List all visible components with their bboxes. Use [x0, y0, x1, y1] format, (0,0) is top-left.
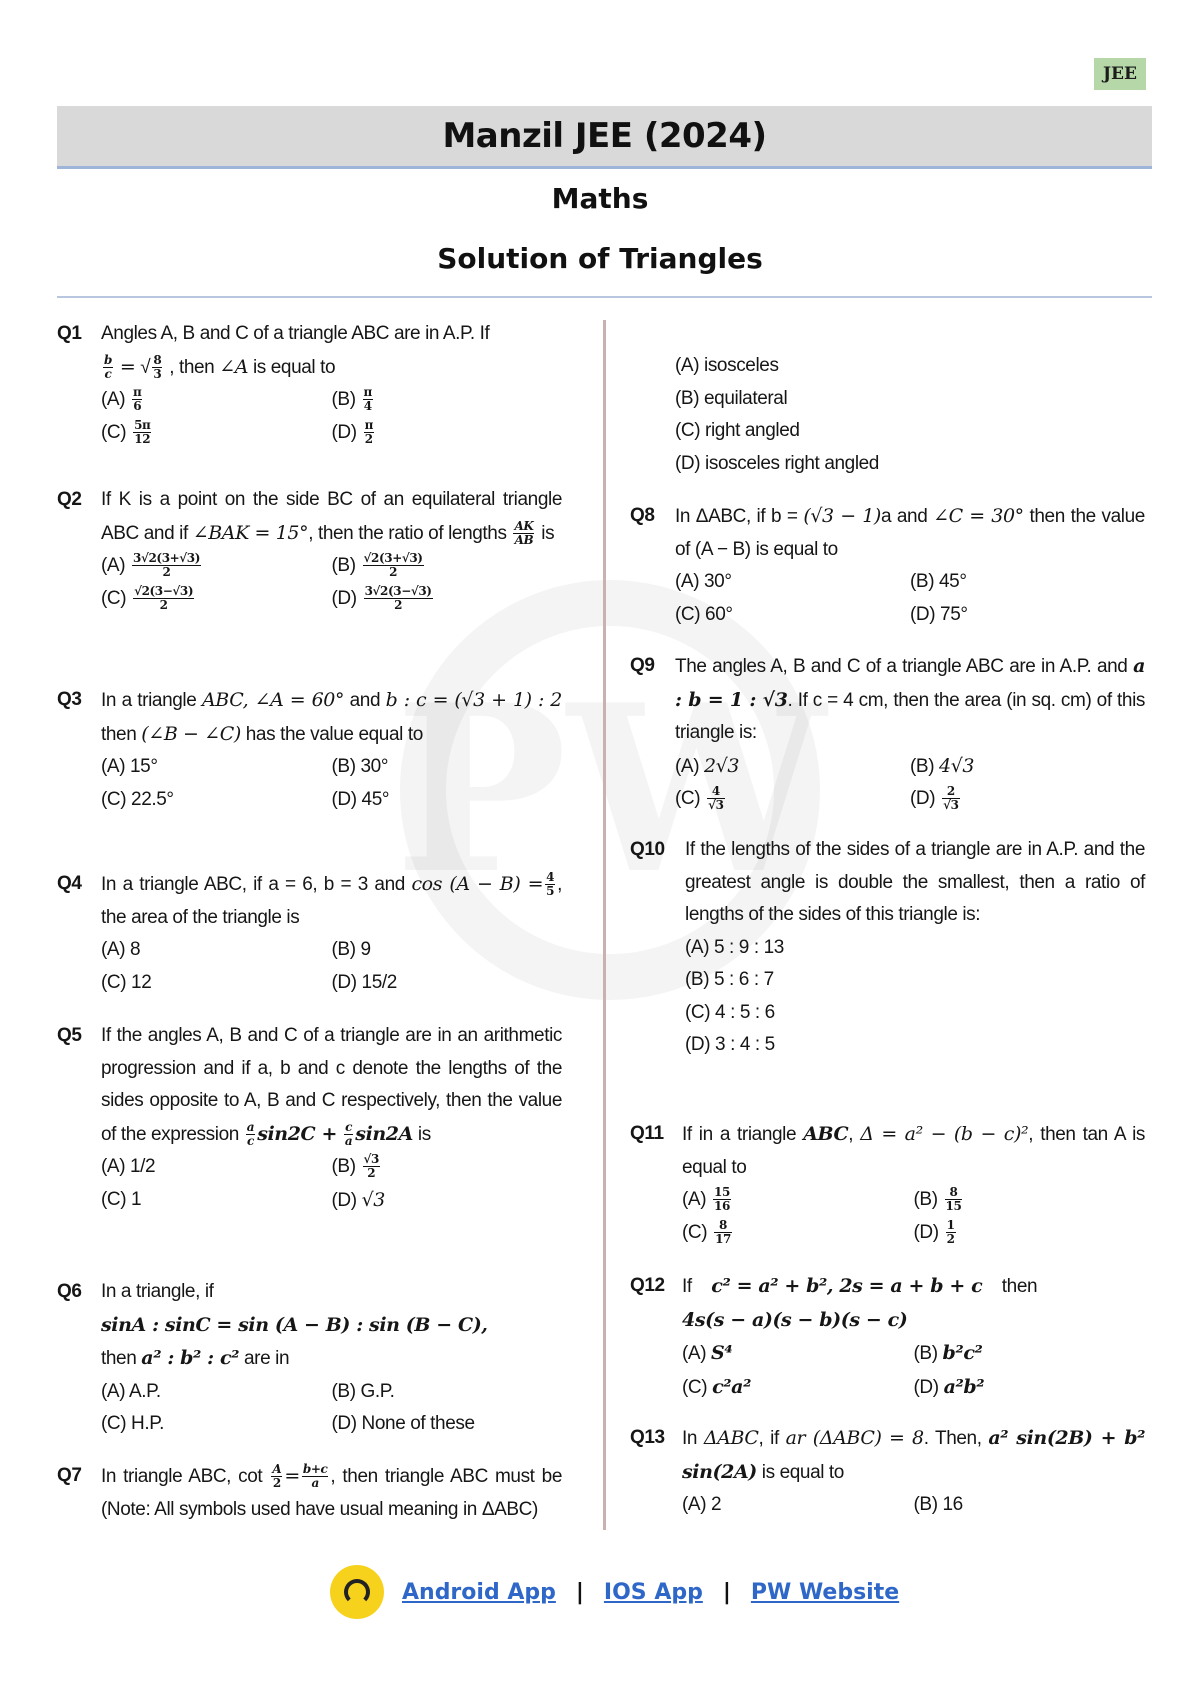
- question-number: Q1: [57, 323, 82, 344]
- option-d: (D) a²b²: [913, 1375, 985, 1398]
- question-text: If the angles A, B and C of a triangle are in an arithmetic progression and if a, b and c denote the lengths of the sides opposite to A, B and C respectively, then the value of the expression $\frac{a}{c}$ sin2C + $\frac{c}{a}$ sin2A is: [101, 1025, 562, 1148]
- option-b: (B) $\frac{\pi}{4}$: [331, 385, 372, 414]
- option-b: (B) $\frac{√3}{2}$: [331, 1152, 379, 1181]
- option-d: (D) $\frac{\pi}{2}$: [331, 417, 373, 446]
- option-d: (D) 3 : 4 : 5: [685, 1034, 775, 1055]
- option-b: (B) 9: [331, 939, 371, 960]
- question-text: In ΔABC, if ar (ΔABC) = 8. Then, a² sin(2B) + b² sin(2A) is equal to: [682, 1427, 1145, 1483]
- question-q13: [630, 1422, 1145, 1522]
- option-d: (D) 75°: [910, 603, 968, 625]
- question-text: If c² = a² + b², 2s = a + b + c then 4s(s − a)(s − b)(s − c): [682, 1275, 1038, 1331]
- question-text: The angles A, B and C of a triangle ABC are in A.P. and a : b = 1 : √3. If c = 4 cm, then the area (in sq. cm) of this triangle is:: [675, 655, 1145, 743]
- question-q3: [57, 684, 562, 868]
- question-number: Q6: [57, 1281, 82, 1302]
- options: [675, 350, 1145, 480]
- option-d: (D) isosceles right angled: [675, 452, 879, 474]
- question-text: If the lengths of the sides of a triangle are in A.P. and the greatest angle is double the smallest, then a ratio of lengths of the sides of this triangle is:: [685, 839, 1145, 925]
- topic-heading: Solution of Triangles: [437, 242, 763, 275]
- option-d: (D) 15/2: [331, 971, 397, 993]
- question-number: Q3: [57, 689, 82, 710]
- options: [101, 1376, 562, 1441]
- option-c: (C) 60°: [675, 603, 733, 625]
- option-b: (B) equilateral: [675, 387, 788, 409]
- option-c: (C) 1: [101, 1188, 142, 1210]
- option-a: (A) A.P.: [101, 1380, 161, 1402]
- android-app-link[interactable]: Android App: [402, 1579, 556, 1605]
- question-q1: [57, 318, 562, 484]
- option-b: (B) b²c²: [913, 1342, 983, 1364]
- options: [101, 384, 562, 449]
- right-column-questions: [630, 500, 1145, 1522]
- question-number: Q8: [630, 505, 655, 526]
- question-number: Q13: [630, 1427, 665, 1448]
- option-b: (B) G.P.: [331, 1380, 395, 1402]
- question-text: In triangle ABC, cot $\frac{A}{2}$ = $\frac{b+c}{a}$ , then triangle ABC must be (Note: All symbols used have usual meaning in ΔABC): [101, 1462, 562, 1520]
- options: [101, 1151, 562, 1217]
- option-c: (C) H.P.: [101, 1413, 164, 1434]
- question-number: Q11: [630, 1123, 664, 1144]
- exam-tag: JEE: [1094, 58, 1146, 90]
- option-c: (C) $\frac{4}{√3}$: [675, 784, 724, 813]
- options: [682, 1489, 1145, 1522]
- question-q2: [57, 484, 562, 684]
- page-title: Manzil JEE (2024): [442, 116, 767, 156]
- options: [101, 550, 562, 615]
- option-d: (D) $\frac{2}{√3}$: [910, 784, 959, 813]
- option-b: (B) $\frac{8}{15}$: [913, 1185, 962, 1214]
- option-b: (B) $\frac{√2(3+√3)}{2}$: [331, 551, 423, 580]
- options: [101, 934, 562, 999]
- separator: |: [575, 1579, 584, 1605]
- question-q8: [630, 500, 1145, 650]
- footer-links: [330, 1564, 899, 1620]
- option-c: (C) 22.5°: [101, 788, 174, 810]
- option-a: (A) isosceles: [675, 355, 779, 376]
- question-q12: [630, 1270, 1145, 1422]
- question-q10: [630, 834, 1145, 1118]
- question-number: Q2: [57, 489, 82, 510]
- option-b: (B) 4√3: [910, 754, 975, 777]
- option-c: (C) 4 : 5 : 6: [685, 1001, 775, 1023]
- option-c: (C) 12: [101, 971, 152, 993]
- option-c: (C) $\frac{5\pi}{12}$: [101, 417, 151, 446]
- option-b: (B) 16: [913, 1494, 963, 1515]
- question-number: Q4: [57, 873, 82, 894]
- options: [685, 932, 1145, 1062]
- question-q5: [57, 1020, 562, 1276]
- question-text: In a triangle, if sinA : sinC = sin (A − B) : sin (B − C), then a² : b² : c² are in: [101, 1281, 488, 1369]
- question-text: Angles A, B and C of a triangle ABC are in A.P. If $\frac{b}{c}$ = √ $\frac{8}{3}$ , then ∠A is equal to: [101, 323, 490, 381]
- question-text: In a triangle ABC, if a = 6, b = 3 and cos (A − B) = $\frac{4}{5}$ , the area of the triangle is: [101, 870, 562, 928]
- option-a: (A) 2√3: [675, 754, 740, 777]
- question-text: If in a triangle ABC, Δ = a² − (b − c)², then tan A is equal to: [682, 1123, 1146, 1178]
- question-q11: [630, 1118, 1145, 1270]
- header-rule: [57, 296, 1152, 298]
- option-c: (C) $\frac{8}{17}$: [682, 1217, 731, 1246]
- option-a: (A) 1/2: [101, 1156, 156, 1177]
- question-q9: [630, 650, 1145, 834]
- left-column: [57, 318, 562, 1526]
- question-text: In ΔABC, if b = (√3 − 1)a and ∠C = 30° then the value of (A − B) is equal to: [675, 505, 1145, 560]
- question-q4: [57, 868, 562, 1020]
- option-d: (D) None of these: [331, 1413, 475, 1434]
- subject-heading: Maths: [551, 182, 649, 215]
- options: [101, 751, 562, 816]
- option-a: (A) $\frac{3√2(3+√3)}{2}$: [101, 551, 201, 580]
- column-divider: [603, 320, 606, 1530]
- right-column: [675, 350, 1145, 500]
- option-d: (D) $\frac{3√2(3-√3)}{2}$: [331, 583, 432, 612]
- option-a: (A) S⁴: [682, 1342, 733, 1364]
- option-a: (A) $\frac{15}{16}$: [682, 1185, 730, 1214]
- question-number: Q9: [630, 655, 655, 676]
- option-d: (D) 45°: [331, 788, 390, 810]
- option-b: (B) 30°: [331, 756, 389, 777]
- pw-website-link[interactable]: PW Website: [750, 1579, 900, 1605]
- option-c: (C) c²a²: [682, 1375, 752, 1398]
- options: [682, 1184, 1145, 1249]
- question-number: Q5: [57, 1025, 82, 1046]
- option-a: (A) 2: [682, 1494, 722, 1515]
- option-c: (C) $\frac{√2(3-√3)}{2}$: [101, 583, 194, 612]
- option-a: (A) $\frac{\pi}{6}$: [101, 385, 142, 414]
- question-text: In a triangle ABC, ∠A = 60° and b : c = (√3 + 1) : 2 then (∠B − ∠C) has the value equal to: [101, 689, 562, 745]
- ios-app-link[interactable]: IOS App: [603, 1579, 703, 1605]
- option-c: (C) right angled: [675, 420, 800, 441]
- separator: |: [722, 1579, 731, 1605]
- options: [682, 1337, 1145, 1404]
- options: [675, 750, 1145, 816]
- option-a: (A) 15°: [101, 756, 158, 777]
- question-number: Q10: [630, 839, 665, 860]
- title-banner: [57, 106, 1152, 169]
- question-q7-options: [675, 350, 1145, 500]
- option-b: (B) 5 : 6 : 7: [685, 969, 774, 990]
- option-d: (D) √3: [331, 1188, 385, 1211]
- option-b: (B) 45°: [910, 571, 967, 592]
- option-d: (D) $\frac{1}{2}$: [913, 1217, 955, 1246]
- options: [675, 566, 1145, 631]
- question-q6: [57, 1276, 562, 1460]
- question-number: Q7: [57, 1465, 82, 1486]
- option-a: (A) 30°: [675, 571, 732, 592]
- question-text: If K is a point on the side BC of an equilateral triangle ABC and if ∠BAK = 15°, then the ratio of lengths $\frac{AK}{AB}$ is: [101, 489, 562, 547]
- option-a: (A) 8: [101, 939, 141, 960]
- customer-care-logo-icon: [330, 1565, 384, 1619]
- question-q7: [57, 1460, 562, 1526]
- option-a: (A) 5 : 9 : 13: [685, 936, 784, 958]
- question-number: Q12: [630, 1275, 665, 1296]
